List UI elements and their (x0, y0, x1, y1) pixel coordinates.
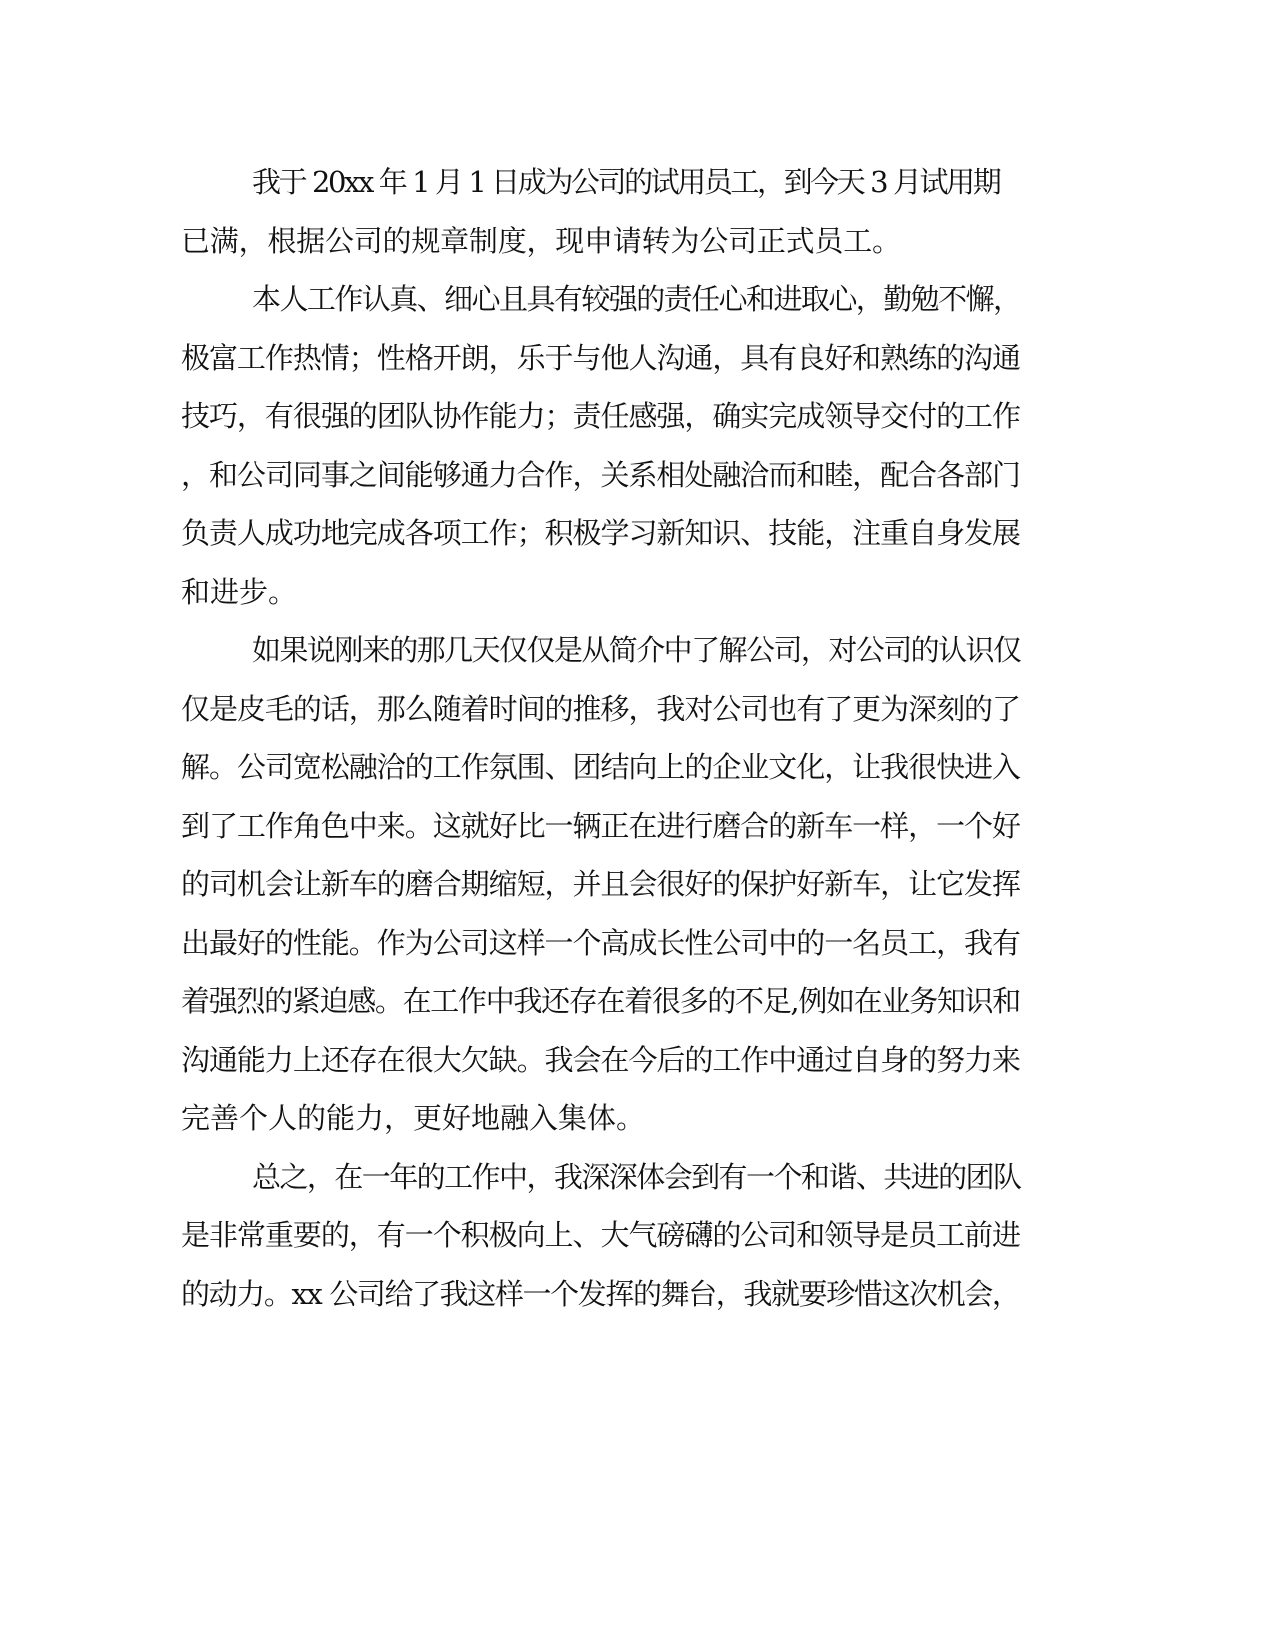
paragraph-4-line-2: 是非常重要的，有一个积极向上、大气磅礴的公司和领导是员工前进 (181, 1218, 1020, 1252)
paragraph-3-line-5: 的司机会让新车的磨合期缩短，并且会很好的保护好新车，让它发挥 (181, 867, 1020, 901)
paragraph-2-line-4: ，和公司同事之间能够通力合作，关系相处融洽而和睦，配合各部门 (181, 458, 1020, 492)
paragraph-1-line-2: 已满，根据公司的规章制度，现申请转为公司正式员工。 (181, 224, 901, 258)
paragraph-3-line-7: 着强烈的紧迫感。在工作中我还存在着很多的不足,例如在业务知识和 (181, 984, 1020, 1018)
paragraph-2-line-1: 本人工作认真、细心且具有较强的责任心和进取心，勤勉不懈， (252, 282, 1021, 316)
paragraph-3-line-2: 仅是皮毛的话，那么随着时间的推移，我对公司也有了更为深刻的了 (181, 692, 1020, 726)
paragraph-2-line-5: 负责人成功地完成各项工作；积极学习新知识、技能，注重自身发展 (181, 516, 1020, 550)
paragraph-3-line-4: 到了工作角色中来。这就好比一辆正在进行磨合的新车一样，一个好 (181, 809, 1020, 843)
paragraph-3-line-6: 出最好的性能。作为公司这样一个高成长性公司中的一名员工，我有 (181, 926, 1020, 960)
paragraph-2-line-3: 技巧，有很强的团队协作能力；责任感强，确实完成领导交付的工作 (181, 399, 1020, 433)
paragraph-4-line-1: 总之，在一年的工作中，我深深体会到有一个和谐、共进的团队 (252, 1160, 1021, 1194)
paragraph-4-line-3: 的动力。xx 公司给了我这样一个发挥的舞台，我就要珍惜这次机会， (181, 1277, 1020, 1311)
paragraph-1-line-1: 我于 20xx 年 1 月 1 日成为公司的试用员工，到今天 3 月试用期 (252, 165, 1000, 199)
paragraph-3-line-3: 解。公司宽松融洽的工作氛围、团结向上的企业文化，让我很快进入 (181, 750, 1020, 784)
paragraph-2-line-6: 和进步。 (181, 575, 298, 609)
paragraph-2-line-2: 极富工作热情；性格开朗，乐于与他人沟通，具有良好和熟练的沟通 (181, 341, 1020, 375)
paragraph-3-line-8: 沟通能力上还存在很大欠缺。我会在今后的工作中通过自身的努力来 (181, 1043, 1020, 1077)
paragraph-3-line-9: 完善个人的能力，更好地融入集体。 (181, 1101, 646, 1135)
paragraph-3-line-1: 如果说刚来的那几天仅仅是从简介中了解公司，对公司的认识仅 (252, 633, 1021, 667)
